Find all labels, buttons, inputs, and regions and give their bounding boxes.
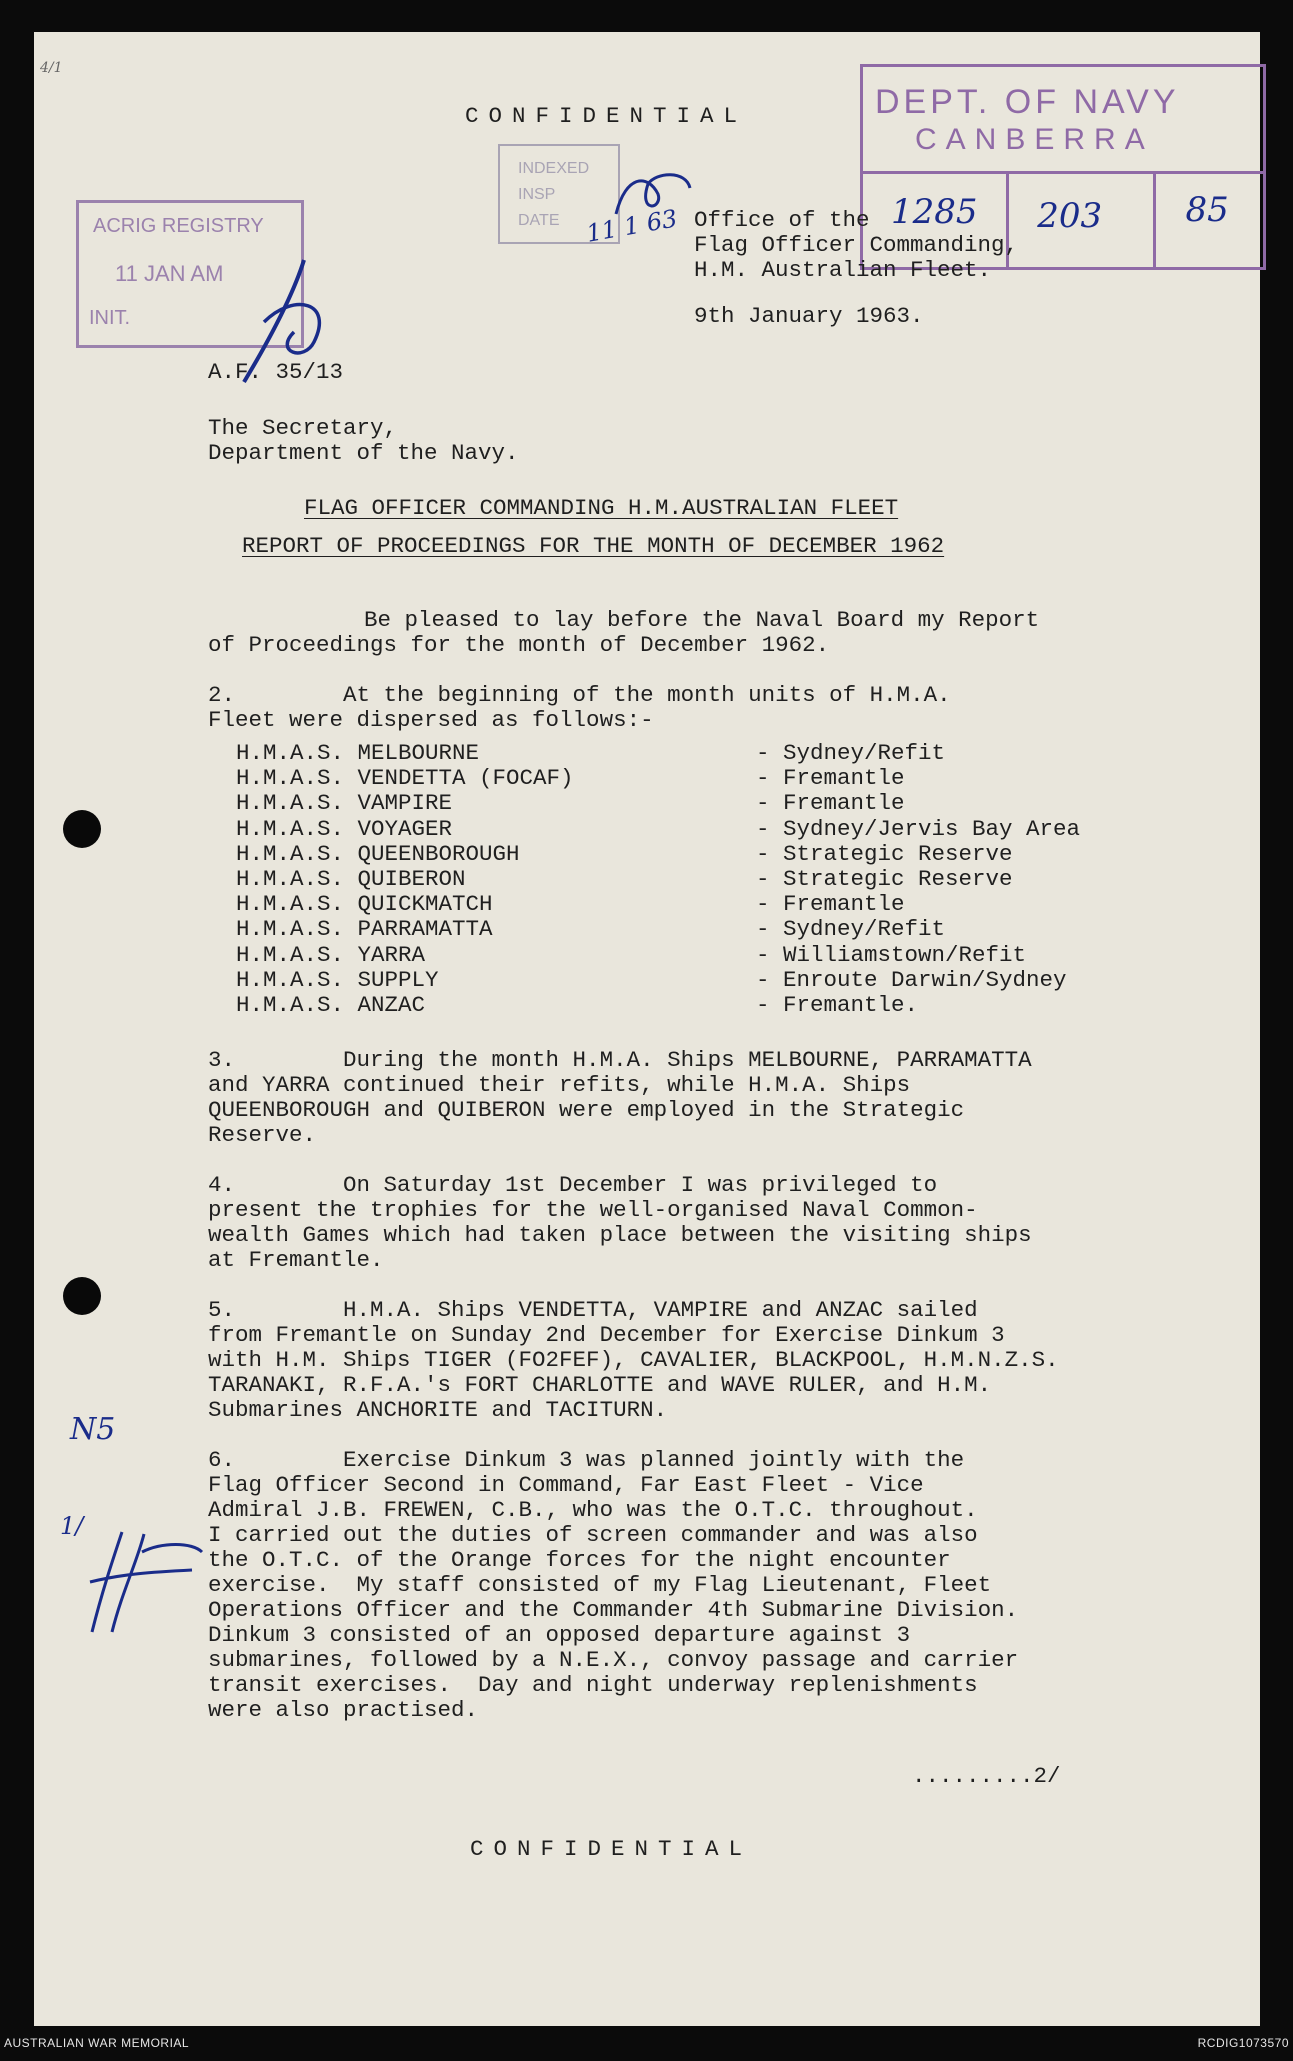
registry-line-3: INIT. bbox=[89, 307, 131, 329]
ship-location: - Strategic Reserve bbox=[756, 840, 1013, 867]
ship-name: H.M.A.S. PARRAMATTA bbox=[236, 916, 493, 943]
indexed-line-1: INDEXED bbox=[518, 160, 590, 177]
paragraph-line: TARANAKI, R.F.A.'s FORT CHARLOTTE and WAVE RULER, and H.M. bbox=[208, 1372, 992, 1398]
ship-row bbox=[236, 867, 1080, 892]
stamp-entry-1: 1285 bbox=[891, 192, 978, 232]
paragraph-1-line-2: of Proceedings for the month of December 1962. bbox=[208, 632, 830, 658]
reference-number: A.F. 35/13 bbox=[208, 359, 344, 385]
ship-name: H.M.A.S. QUICKMATCH bbox=[236, 891, 493, 918]
ship-row bbox=[236, 917, 1080, 942]
ship-name: H.M.A.S. QUIBERON bbox=[236, 865, 466, 892]
footer-reference: RCDIG1073570 bbox=[1197, 2036, 1289, 2050]
indexed-line-2: INSP bbox=[518, 186, 556, 203]
paragraph-line: were also practised. bbox=[208, 1697, 479, 1723]
ship-name: H.M.A.S. SUPPLY bbox=[236, 966, 439, 993]
classification-top: CONFIDENTIAL bbox=[465, 103, 748, 129]
paragraph-line: Dinkum 3 consisted of an opposed departure against 3 bbox=[208, 1622, 911, 1648]
footer-credit: AUSTRALIAN WAR MEMORIAL bbox=[4, 2036, 190, 2050]
top-left-annotation: 4/1 bbox=[40, 60, 63, 76]
ship-location: - Fremantle bbox=[756, 790, 905, 817]
paragraph-line: Admiral J.B. FREWEN, C.B., who was the O.T.C. throughout. bbox=[208, 1497, 978, 1523]
paragraph-line: Operations Officer and the Commander 4th Submarine Division. bbox=[208, 1597, 1019, 1623]
page-continuation: .........2/ bbox=[912, 1763, 1061, 1789]
punch-hole bbox=[63, 1277, 101, 1315]
ship-row bbox=[236, 766, 1080, 791]
paragraph-line: Flag Officer Second in Command, Far East Fleet - Vice bbox=[208, 1472, 924, 1498]
stamp-entry-2: 203 bbox=[1037, 196, 1103, 236]
paragraph-line: present the trophies for the well-organised Naval Common- bbox=[208, 1197, 978, 1223]
paragraph-line: submarines, followed by a N.E.X., convoy passage and carrier bbox=[208, 1647, 1019, 1673]
ship-location: - Sydney/Jervis Bay Area bbox=[756, 815, 1081, 842]
paragraph-line: I carried out the duties of screen commander and was also bbox=[208, 1522, 978, 1548]
punch-hole bbox=[63, 810, 101, 848]
paragraph-line: 6. Exercise Dinkum 3 was planned jointly with the bbox=[208, 1447, 965, 1473]
stamp-line-2: CANBERRA bbox=[915, 123, 1154, 156]
registry-line-2: 11 JAN AM bbox=[115, 261, 224, 286]
document-page bbox=[34, 32, 1260, 2026]
indexed-line-3: DATE bbox=[518, 212, 560, 229]
ship-name: H.M.A.S. VAMPIRE bbox=[236, 790, 453, 817]
paragraph-line: from Fremantle on Sunday 2nd December for Exercise Dinkum 3 bbox=[208, 1322, 1005, 1348]
paragraph-line: 4. On Saturday 1st December I was privileged to bbox=[208, 1172, 938, 1198]
margin-annotation-n5: N5 bbox=[70, 1412, 116, 1447]
ship-name: H.M.A.S. ANZAC bbox=[236, 991, 426, 1018]
paragraph-line: and YARRA continued their refits, while H.M.A. Ships bbox=[208, 1072, 911, 1098]
margin-annotation-1: 1/ bbox=[60, 1512, 84, 1540]
ship-row bbox=[236, 993, 1080, 1018]
ship-location: - Strategic Reserve bbox=[756, 865, 1013, 892]
registry-line-1: ACRIG REGISTRY bbox=[93, 215, 264, 237]
ship-location: - Enroute Darwin/Sydney bbox=[756, 966, 1067, 993]
ship-name: H.M.A.S. QUEENBOROUGH bbox=[236, 840, 520, 867]
report-title-line-1: FLAG OFFICER COMMANDING H.M.AUSTRALIAN FLEET bbox=[304, 495, 899, 521]
ship-row bbox=[236, 791, 1080, 816]
paragraph-line: 5. H.M.A. Ships VENDETTA, VAMPIRE and ANZAC sailed bbox=[208, 1297, 978, 1323]
ship-location: - Williamstown/Refit bbox=[756, 941, 1027, 968]
ship-name: H.M.A.S. MELBOURNE bbox=[236, 740, 480, 766]
ship-row bbox=[236, 943, 1080, 968]
ship-row bbox=[236, 892, 1080, 917]
ship-row bbox=[236, 968, 1080, 993]
ship-row bbox=[236, 741, 1080, 766]
paragraph-line: Reserve. bbox=[208, 1122, 317, 1148]
paragraph-line: at Fremantle. bbox=[208, 1247, 384, 1273]
addressee-line-2: Department of the Navy. bbox=[208, 440, 519, 466]
paragraph-2-line-2: Fleet were dispersed as follows:- bbox=[208, 707, 654, 733]
ship-location: - Sydney/Refit bbox=[756, 916, 946, 943]
paragraph-line: wealth Games which had taken place between the visiting ships bbox=[208, 1222, 1032, 1248]
paragraph-line: 3. During the month H.M.A. Ships MELBOURNE, PARRAMATTA bbox=[208, 1047, 1032, 1073]
ship-location: - Fremantle bbox=[756, 891, 905, 918]
ship-location: - Sydney/Refit bbox=[756, 740, 946, 766]
paragraph-2-line-1: 2. At the beginning of the month units of H.M.A. bbox=[208, 682, 951, 708]
sender-line-1: Office of the bbox=[694, 207, 870, 233]
sender-line-2: Flag Officer Commanding, bbox=[694, 232, 1019, 258]
sender-line-3: H.M. Australian Fleet. bbox=[694, 257, 992, 283]
paragraph-line: exercise. My staff consisted of my Flag Lieutenant, Fleet bbox=[208, 1572, 992, 1598]
ship-location: - Fremantle. bbox=[756, 991, 919, 1018]
stamp-line-1: DEPT. OF NAVY bbox=[875, 83, 1180, 121]
ship-name: H.M.A.S. VOYAGER bbox=[236, 815, 453, 842]
classification-bottom: CONFIDENTIAL bbox=[470, 1836, 753, 1862]
paragraph-line: Submarines ANCHORITE and TACITURN. bbox=[208, 1397, 668, 1423]
ship-row bbox=[236, 817, 1080, 842]
ship-name: H.M.A.S. VENDETTA (FOCAF) bbox=[236, 765, 574, 792]
stamp-entry-3: 85 bbox=[1185, 190, 1229, 230]
document-date: 9th January 1963. bbox=[694, 303, 924, 329]
ship-row bbox=[236, 842, 1080, 867]
paragraph-line: QUEENBOROUGH and QUIBERON were employed in the Strategic bbox=[208, 1097, 965, 1123]
report-title-line-2: REPORT OF PROCEEDINGS FOR THE MONTH OF DECEMBER 1962 bbox=[242, 533, 945, 559]
date-annotation: 11 1 63 bbox=[584, 204, 680, 248]
paragraph-line: the O.T.C. of the Orange forces for the night encounter bbox=[208, 1547, 951, 1573]
ship-name: H.M.A.S. YARRA bbox=[236, 941, 426, 968]
margin-scribble-icon bbox=[82, 1512, 212, 1642]
paragraph-1-line-1: Be pleased to lay before the Naval Board my Report bbox=[364, 607, 1040, 633]
addressee-line-1: The Secretary, bbox=[208, 415, 398, 441]
paragraph-line: transit exercises. Day and night underway replenishments bbox=[208, 1672, 978, 1698]
ship-dispositions bbox=[236, 741, 1080, 1018]
paragraph-line: with H.M. Ships TIGER (FO2FEF), CAVALIER, BLACKPOOL, H.M.N.Z.S. bbox=[208, 1347, 1059, 1373]
ship-location: - Fremantle bbox=[756, 765, 905, 792]
